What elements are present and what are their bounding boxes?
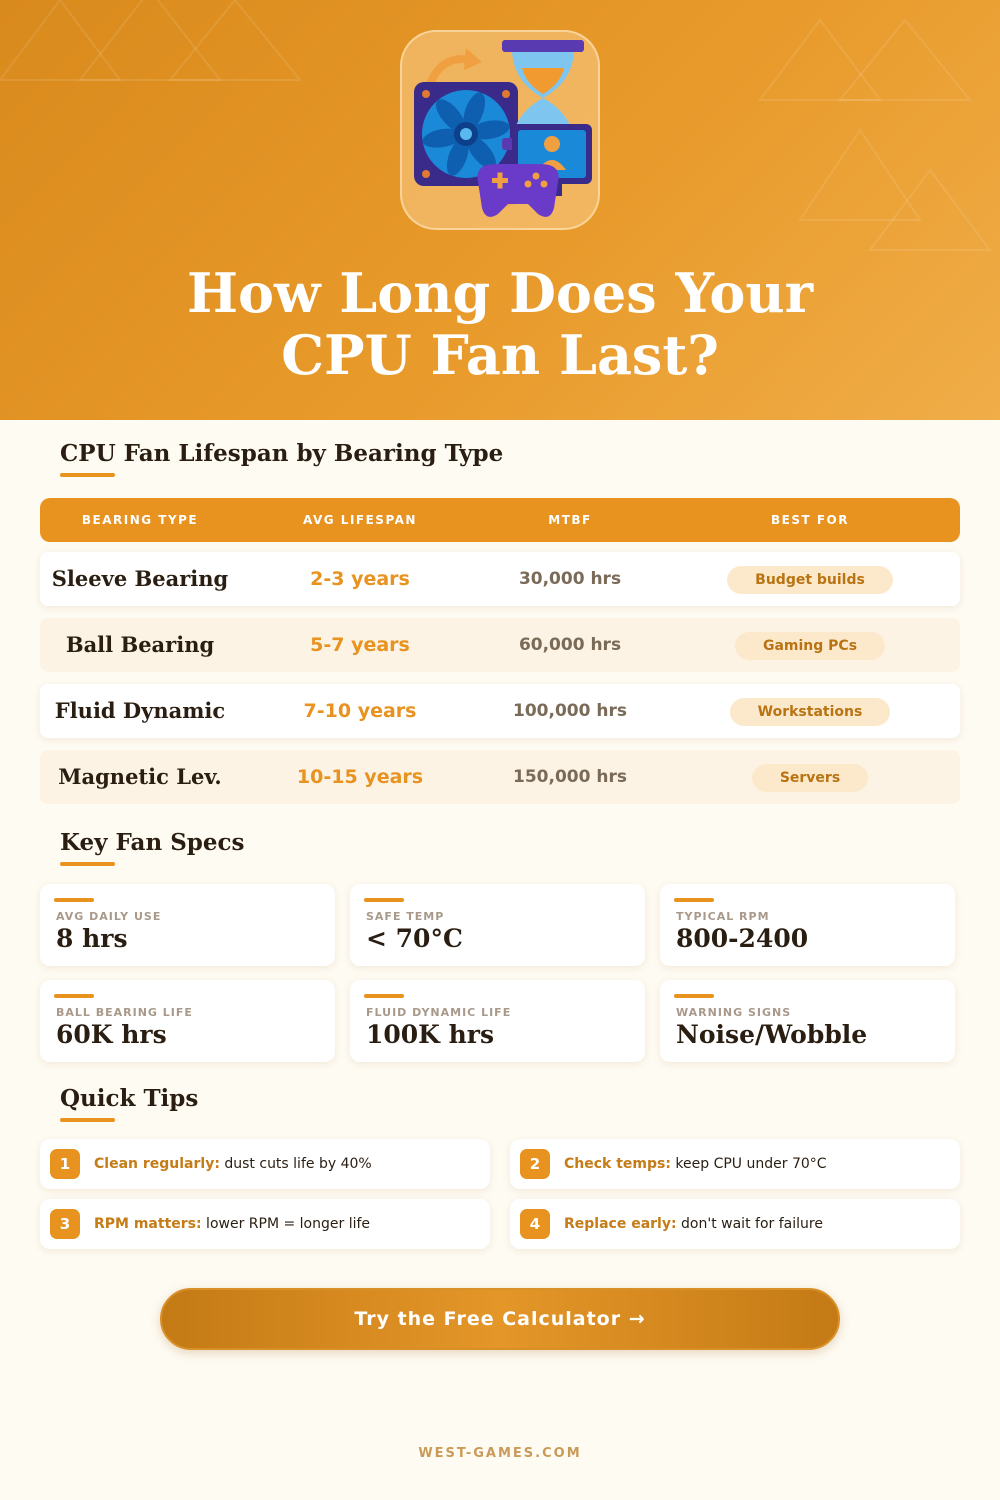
tip-detail: lower RPM = longer life (201, 1216, 371, 1232)
spec-value: 100K hrs (366, 1020, 495, 1049)
tip-detail: don't wait for failure (676, 1216, 823, 1232)
bearing-name: Sleeve Bearing (51, 566, 229, 591)
spec-value: 8 hrs (56, 924, 128, 953)
spec-value: < 70°C (366, 924, 463, 953)
section-underline (60, 862, 115, 866)
section-underline (60, 473, 115, 477)
column-header-mtbf: MTBF (548, 513, 592, 527)
table-row (40, 552, 960, 606)
table-row (40, 684, 960, 738)
spec-label: FLUID DYNAMIC LIFE (366, 1006, 512, 1019)
spec-value: 800-2400 (676, 924, 809, 953)
specs-section-title: Key Fan Specs (60, 829, 245, 856)
tip-number-badge: 2 (520, 1149, 550, 1179)
spec-card (40, 884, 335, 966)
free-calculator-button[interactable]: Try the Free Calculator → (160, 1288, 840, 1350)
spec-card (660, 980, 955, 1062)
best-for-badge: Servers (752, 764, 868, 792)
table-row (40, 750, 960, 804)
tip-item (40, 1139, 490, 1189)
mtbf-value: 100,000 hrs (513, 701, 627, 721)
spec-accent-bar (364, 994, 404, 998)
tip-item (510, 1139, 960, 1189)
bearing-name: Ball Bearing (65, 632, 215, 657)
best-for-cell (700, 684, 920, 738)
tip-heading: RPM matters: (94, 1216, 202, 1232)
spec-label: WARNING SIGNS (676, 1006, 792, 1019)
section-underline (60, 1118, 115, 1122)
spec-card (350, 980, 645, 1062)
spec-label: TYPICAL RPM (676, 910, 770, 923)
best-for-badge: Gaming PCs (735, 632, 885, 660)
footer-site-link[interactable]: WEST-GAMES.COM (418, 1446, 582, 1461)
best-for-cell (700, 618, 920, 672)
spec-accent-bar (674, 994, 714, 998)
tip-heading: Check temps: (564, 1156, 671, 1172)
spec-value: 60K hrs (56, 1020, 167, 1049)
tip-heading: Clean regularly: (94, 1156, 220, 1172)
mtbf-value: 150,000 hrs (513, 767, 627, 787)
cpu-fan-hourglass-gamepad-icon (400, 30, 600, 230)
best-for-badge: Workstations (730, 698, 891, 726)
tip-item (510, 1199, 960, 1249)
spec-card (350, 884, 645, 966)
spec-accent-bar (54, 994, 94, 998)
best-for-badge: Budget builds (727, 566, 893, 594)
bearing-section-title: CPU Fan Lifespan by Bearing Type (60, 440, 504, 467)
tip-heading: Replace early: (564, 1216, 677, 1232)
column-header-avg-lifespan: AVG LIFESPAN (303, 513, 417, 527)
tip-number-badge: 4 (520, 1209, 550, 1239)
spec-label: AVG DAILY USE (56, 910, 162, 923)
title-line-2: CPU Fan Last? (281, 323, 719, 387)
bearing-name: Fluid Dynamic (54, 698, 226, 723)
avg-lifespan: 10-15 years (296, 766, 424, 788)
table-header (40, 498, 960, 542)
column-header-best-for: BEST FOR (771, 513, 849, 527)
tip-detail: dust cuts life by 40% (219, 1156, 372, 1172)
tip-text (94, 1199, 370, 1249)
avg-lifespan: 5-7 years (310, 634, 410, 656)
spec-card (660, 884, 955, 966)
tip-number-badge: 1 (50, 1149, 80, 1179)
spec-accent-bar (674, 898, 714, 902)
tip-text (564, 1199, 823, 1249)
table-row (40, 618, 960, 672)
tip-item (40, 1199, 490, 1249)
tip-number-badge: 3 (50, 1209, 80, 1239)
tip-text (564, 1139, 827, 1189)
mtbf-value: 30,000 hrs (518, 569, 622, 589)
tip-detail: keep CPU under 70°C (670, 1156, 827, 1172)
spec-card (40, 980, 335, 1062)
avg-lifespan: 2-3 years (310, 568, 410, 590)
tips-section-title: Quick Tips (60, 1085, 199, 1112)
spec-value: Noise/Wobble (676, 1020, 868, 1049)
best-for-cell (700, 552, 920, 606)
avg-lifespan: 7-10 years (303, 700, 417, 722)
title-line-1: How Long Does Your (186, 261, 814, 325)
spec-label: SAFE TEMP (366, 910, 445, 923)
tip-text (94, 1139, 372, 1189)
mtbf-value: 60,000 hrs (518, 635, 622, 655)
spec-accent-bar (364, 898, 404, 902)
bearing-name: Magnetic Lev. (58, 764, 222, 789)
page-title (0, 262, 1000, 386)
spec-accent-bar (54, 898, 94, 902)
spec-label: BALL BEARING LIFE (56, 1006, 193, 1019)
column-header-bearing-type: BEARING TYPE (81, 513, 199, 527)
hero-banner (0, 0, 1000, 420)
best-for-cell (700, 750, 920, 804)
